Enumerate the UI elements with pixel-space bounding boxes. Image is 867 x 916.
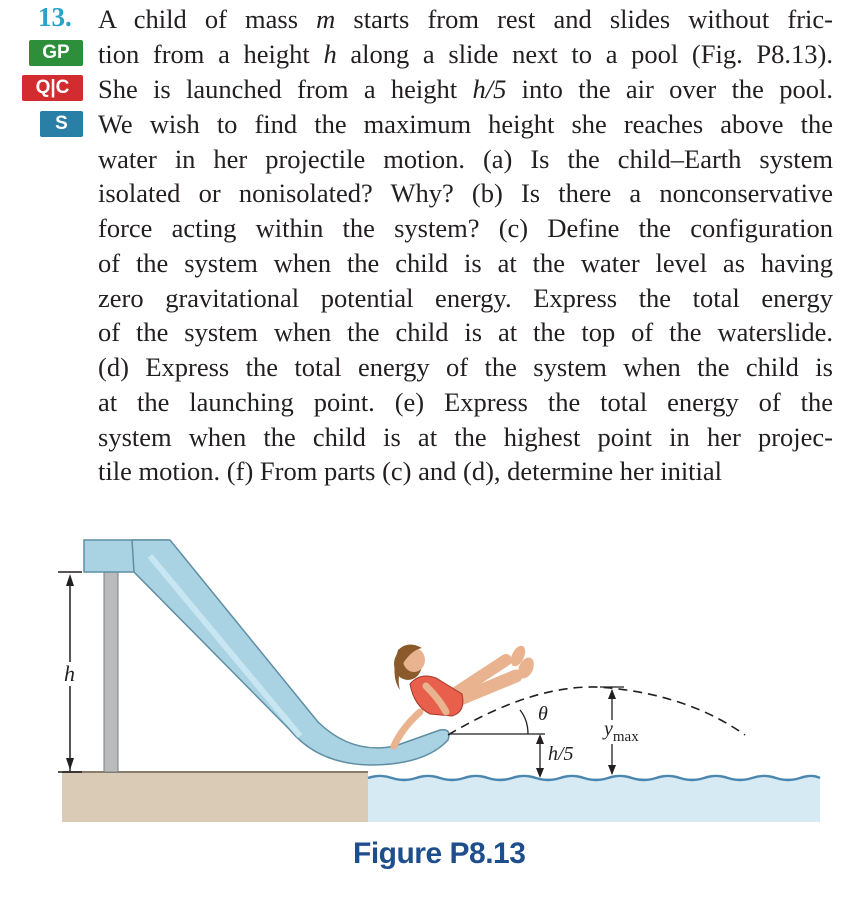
problem-text-line: of the system when the child is at the top of the waterslide. xyxy=(98,317,833,347)
max-height-subscript: max xyxy=(612,729,639,745)
problem-text-line: force acting within the system? (c) Define the configuration xyxy=(98,213,833,243)
symbolic-badge: S xyxy=(40,111,83,137)
problem-text-line: She is launched from a height h/5 into the air over the pool. xyxy=(98,74,833,104)
problem-text-line: tile motion. (f) From parts (c) and (d), determine her initial xyxy=(98,456,723,486)
guided-problem-badge: GP xyxy=(29,40,83,66)
problem-text-line: zero gravitational potential energy. Express the total energy xyxy=(98,283,833,313)
angle-label: θ xyxy=(538,703,548,725)
max-height-label: $y_{max}$ xyxy=(604,718,639,745)
problem-text-line: water in her projectile motion. (a) Is the child–Earth system xyxy=(98,144,833,174)
slide-pole xyxy=(104,570,118,772)
problem-text-line: We wish to find the maximum height she reaches above the xyxy=(98,109,833,139)
problem-text-line: tion from a height h along a slide next to a pool (Fig. P8.13). xyxy=(98,39,833,69)
problem-text-line: system when the child is at the highest point in her projec- xyxy=(98,422,833,452)
problem-text-line: (d) Express the total energy of the system when the child is xyxy=(98,352,833,382)
pool-deck xyxy=(62,772,368,822)
problem-text-line: isolated or nonisolated? Why? (b) Is there a nonconservative xyxy=(98,178,833,208)
height-label: h xyxy=(64,661,75,686)
quantitative-conceptual-badge: Q|C xyxy=(22,75,83,101)
pool-water xyxy=(368,778,820,822)
trajectory xyxy=(448,687,745,735)
problem-number: 13. xyxy=(38,2,72,32)
problem-text-line: of the system when the child is at the water level as having xyxy=(98,248,833,278)
problem-text-line: A child of mass m starts from rest and slides without fric- xyxy=(98,4,833,34)
launch-height-label: h/5 xyxy=(548,743,574,765)
child-figure xyxy=(394,643,537,746)
problem-text-line: at the launching point. (e) Express the total energy of the xyxy=(98,387,833,417)
figure-caption: Figure P8.13 xyxy=(353,837,526,870)
